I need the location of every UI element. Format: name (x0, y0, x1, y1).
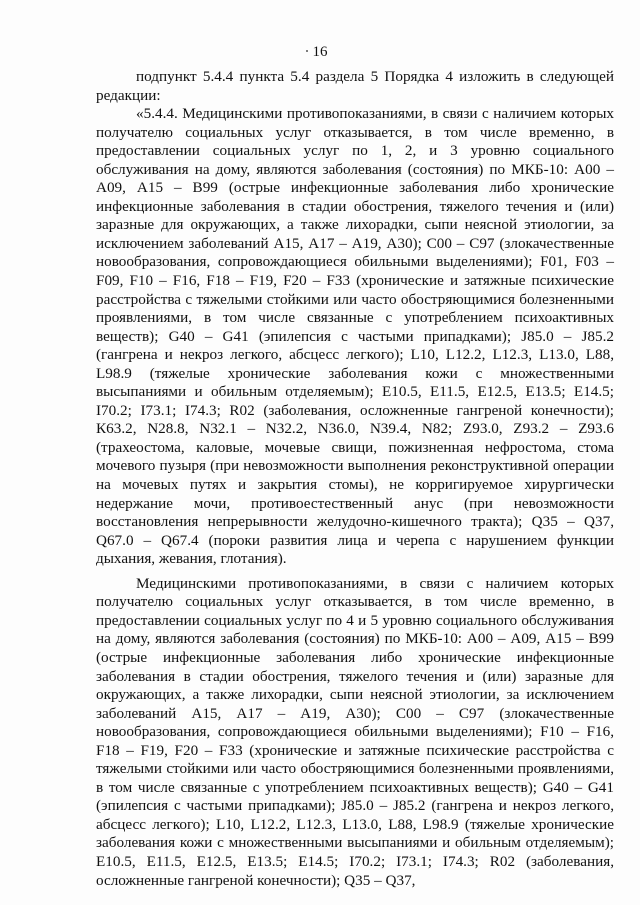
paragraph-5-4-4-levels-1-3: «5.4.4. Медицинскими противопоказаниями, в связи с наличием которых получателю социальных услуг отказывается, в том числе временно, в предоставлении социальных услуг по 1, 2, и 3 уровню социального обслуживания на дому, являются заболевания (состояния) по МКБ-10: А00 – А09, А15 – В99 (острые инфекционные заболевания либо хронические инфекционные заболевания в стадии обострения, тяжелого течения и (или) заразные для окружающих, а также лихорадки, сыпи неясной этиологии, за исключением заболеваний А15, А17 – А19, А30); С00 – С97 (злокачественные новообразования, сопровождающиеся обильными выделениями); F01, F03 – F09, F10 – F16, F18 – F19, F20 – F33 (хронические и затяжные психические расстройства с тяжелыми стойкими или часто обостряющимися болезненными проявлениями, в том числе связанные с употреблением психоактивных веществ); G40 – G41 (эпилепсия с частыми припадками); J85.0 – J85.2 (гангрена и некроз легкого, абсцесс легкого); L10, L12.2, L12.3, L13.0, L88, L98.9 (тяжелые хронические заболевания кожи с множественными высыпаниями и обильным отделяемым); Е10.5, Е11.5, Е12.5, Е13.5; Е14.5; I70.2; I73.1; I74.3; R02 (заболевания, осложненные гангреной конечности); К63.2, N28.8, N32.1 – N32.2, N36.0, N39.4, N82; Z93.0, Z93.2 – Z93.6 (трахеостома, каловые, мочевые свищи, пожизненная нефростома, стома мочевого пузыря (при невозможности выполнения реконструктивной операции на мочевых путях и закрытия стомы), не корригируемое хирургически недержание мочи, противоестественный анус (при невозможности восстановления непрерывности желудочно-кишечного тракта); Q35 – Q37, Q67.0 – Q67.4 (пороки развития лица и черепа с нарушением функции дыхания, жевания, глотания). (96, 105, 614, 568)
document-body (96, 68, 614, 890)
page-number: 16 (312, 44, 328, 60)
paragraph-levels-4-5: Медицинскими противопоказаниями, в связи с наличием которых получателю социальных услуг отказывается, в том числе временно, в предоставлении социальных услуг по 4 и 5 уровню социального обслуживания на дому, являются заболевания (состояния) по МКБ-10: А00 – А09, А15 – В99 (острые инфекционные заболевания либо хронические инфекционные заболевания в стадии обострения, тяжелого течения и (или) заразные для окружающих, а также лихорадки, сыпи неясной этиологии, за исключением заболеваний А15, А17 – А19, А30); С00 – С97 (злокачественные новообразования, сопровождающиеся обильными выделениями); F10 – F16, F18 – F19, F20 – F33 (хронические и затяжные психические расстройства с тяжелыми стойкими или часто обостряющимися болезненными проявлениями, в том числе связанные с употреблением психоактивных веществ); G40 – G41 (эпилепсия с частыми припадками); J85.0 – J85.2 (гангрена и некроз легкого, абсцесс легкого); L10, L12.2, L12.3, L13.0, L88, L98.9 (тяжелые хронические заболевания кожи с множественными высыпаниями и обильным отделяемым); Е10.5, Е11.5, Е12.5, Е13.5; Е14.5; I70.2; I73.1; I74.3; R02 (заболевания, осложненные гангреной конечности); Q35 – Q37, (96, 574, 614, 889)
paragraph-amendment-intro: подпункт 5.4.4 пункта 5.4 раздела 5 Порядка 4 изложить в следующей редакции: (96, 68, 614, 104)
scan-speck (306, 50, 308, 52)
